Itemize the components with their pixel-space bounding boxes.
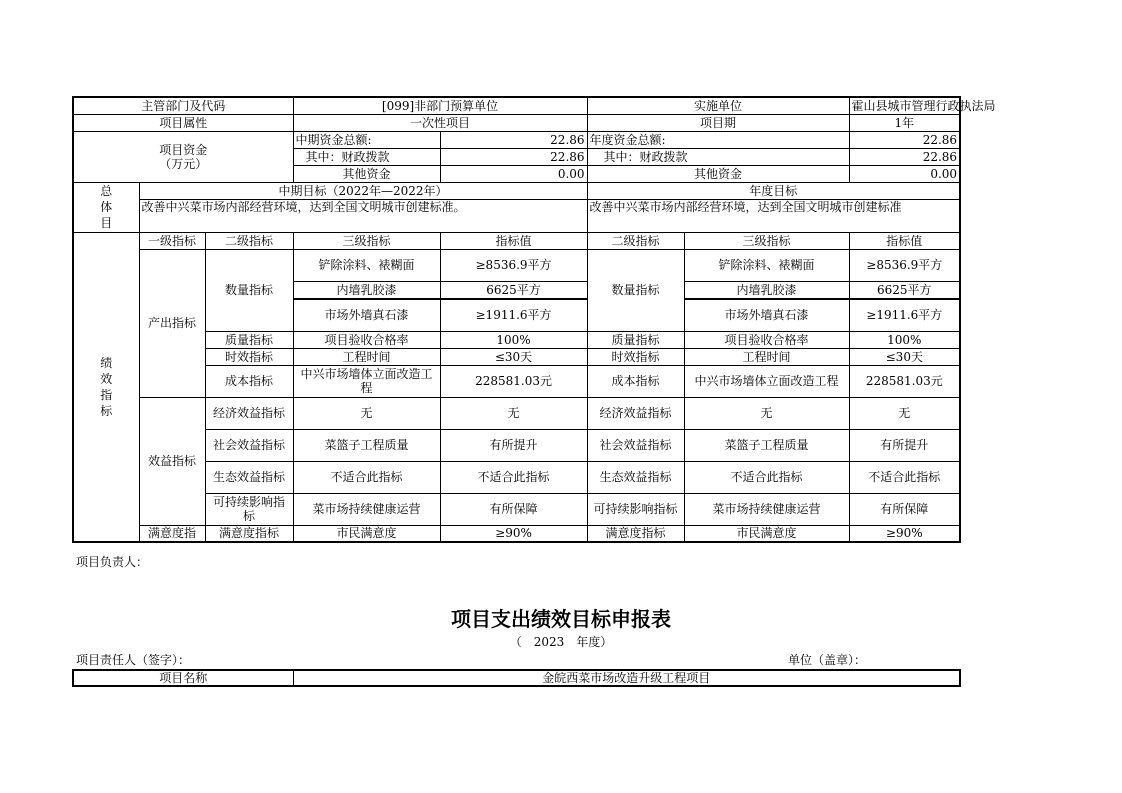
indicators-char-3: 指 bbox=[100, 387, 113, 402]
mid-goal-header: 中期目标（2022年—2022年） bbox=[139, 182, 587, 199]
sustain-value: 有所保障 bbox=[440, 493, 587, 525]
quantity-label: 数量指标 bbox=[205, 249, 293, 331]
dept-label: 主管部门及代码 bbox=[73, 97, 293, 114]
sustain-label-b: 可持续影响指标 bbox=[587, 493, 684, 525]
next-page-year: （ 2023 年度） bbox=[509, 635, 613, 649]
project-name-table bbox=[72, 669, 961, 687]
cost-name: 中兴市场墙体立面改造工程 bbox=[293, 365, 440, 397]
quality-label-b: 质量指标 bbox=[587, 331, 684, 348]
goals-label bbox=[73, 182, 139, 232]
mid-other-value: 0.00 bbox=[440, 165, 587, 182]
mid-fiscal-label: 其中：财政拨款 bbox=[293, 148, 440, 165]
quality-value: 100% bbox=[440, 331, 587, 348]
benefit-label: 效益指标 bbox=[139, 397, 205, 525]
satisfaction-label: 满意度指标 bbox=[205, 525, 293, 542]
cost-label-b: 成本指标 bbox=[587, 365, 684, 397]
year-fiscal-value: 22.86 bbox=[849, 148, 960, 165]
q2-name-b: 内墙乳胶漆 bbox=[684, 281, 849, 299]
year-other-value: 0.00 bbox=[849, 165, 960, 182]
cost-name-b: 中兴市场墙体立面改造工程 bbox=[684, 365, 849, 397]
econ-name: 无 bbox=[293, 397, 440, 429]
year-total-label: 年度资金总额: bbox=[587, 131, 849, 148]
period-label: 项目期 bbox=[587, 114, 849, 131]
goals-char-1: 总 bbox=[100, 184, 113, 198]
header-level2-b: 二级指标 bbox=[587, 232, 684, 249]
funds-label bbox=[73, 131, 293, 182]
q2-value-b: 6625平方 bbox=[849, 281, 960, 299]
econ-value-b: 无 bbox=[849, 397, 960, 429]
q2-name: 内墙乳胶漆 bbox=[293, 281, 440, 299]
header-value: 指标值 bbox=[440, 232, 587, 249]
indicators-char-4: 标 bbox=[100, 403, 113, 418]
sustain-name-b: 菜市场持续健康运营 bbox=[684, 493, 849, 525]
mid-fiscal-value: 22.86 bbox=[440, 148, 587, 165]
sustain-label: 可持续影响指标 bbox=[205, 493, 293, 525]
performance-target-table bbox=[72, 96, 996, 543]
indicators-char-2: 效 bbox=[100, 371, 113, 386]
sustain-name: 菜市场持续健康运营 bbox=[293, 493, 440, 525]
quality-name: 项目验收合格率 bbox=[293, 331, 440, 348]
time-value: ≤30天 bbox=[440, 348, 587, 365]
q2-value: 6625平方 bbox=[440, 281, 587, 299]
q3-value: ≥1911.6平方 bbox=[440, 299, 587, 331]
social-name: 菜篮子工程质量 bbox=[293, 429, 440, 461]
econ-label-b: 经济效益指标 bbox=[587, 397, 684, 429]
satisfaction-label-b: 满意度指标 bbox=[587, 525, 684, 542]
q3-name-b: 市场外墙真石漆 bbox=[684, 299, 849, 331]
goals-char-2: 体 bbox=[100, 200, 113, 214]
quantity-label-b: 数量指标 bbox=[587, 249, 684, 331]
eco-label: 生态效益指标 bbox=[205, 461, 293, 493]
econ-value: 无 bbox=[440, 397, 587, 429]
satisfaction-l1: 满意度指 bbox=[139, 525, 205, 542]
time-value-b: ≤30天 bbox=[849, 348, 960, 365]
cost-value: 228581.03元 bbox=[440, 365, 587, 397]
header-level3: 三级指标 bbox=[293, 232, 440, 249]
q1-name-b: 铲除涂料、裱糊面 bbox=[684, 249, 849, 281]
header-value-b: 指标值 bbox=[849, 232, 960, 249]
eco-label-b: 生态效益指标 bbox=[587, 461, 684, 493]
quality-label: 质量指标 bbox=[205, 331, 293, 348]
time-label-b: 时效指标 bbox=[587, 348, 684, 365]
social-label: 社会效益指标 bbox=[205, 429, 293, 461]
indicators-label bbox=[73, 232, 139, 542]
q1-value-b: ≥8536.9平方 bbox=[849, 249, 960, 281]
q1-name: 铲除涂料、裱糊面 bbox=[293, 249, 440, 281]
funds-label-line1: 项目资金 bbox=[159, 142, 208, 157]
time-name: 工程时间 bbox=[293, 348, 440, 365]
econ-label: 经济效益指标 bbox=[205, 397, 293, 429]
social-value: 有所提升 bbox=[440, 429, 587, 461]
project-leader-label: 项目负责人： bbox=[76, 555, 149, 569]
cost-label: 成本指标 bbox=[205, 365, 293, 397]
mid-other-label: 其他资金 bbox=[293, 165, 440, 182]
header-level3-b: 三级指标 bbox=[684, 232, 849, 249]
responsible-signature-label: 项目责任人（签字）： bbox=[76, 653, 191, 667]
year-total-value: 22.86 bbox=[849, 131, 960, 148]
header-level2: 二级指标 bbox=[205, 232, 293, 249]
social-label-b: 社会效益指标 bbox=[587, 429, 684, 461]
next-page-title: 项目支出绩效目标申报表 bbox=[451, 607, 671, 631]
q3-name: 市场外墙真石漆 bbox=[293, 299, 440, 331]
eco-value-b: 不适合此指标 bbox=[849, 461, 960, 493]
header-level1: 一级指标 bbox=[139, 232, 205, 249]
satisfaction-name-b: 市民满意度 bbox=[684, 525, 849, 542]
project-name-label: 项目名称 bbox=[73, 670, 293, 686]
attr-label: 项目属性 bbox=[73, 114, 293, 131]
indicators-char-1: 绩 bbox=[100, 355, 113, 370]
attr-value: 一次性项目 bbox=[293, 114, 587, 131]
output-label: 产出指标 bbox=[139, 249, 205, 397]
social-value-b: 有所提升 bbox=[849, 429, 960, 461]
econ-name-b: 无 bbox=[684, 397, 849, 429]
mid-goal-text: 改善中兴菜市场内部经营环境，达到全国文明城市创建标准。 bbox=[139, 199, 587, 232]
unit-seal-label: 单位（盖章）： bbox=[788, 653, 867, 667]
period-value: 1年 bbox=[849, 114, 960, 131]
dept-value: [099]非部门预算单位 bbox=[293, 97, 587, 114]
satisfaction-value-b: ≥90% bbox=[849, 525, 960, 542]
mid-total-value: 22.86 bbox=[440, 131, 587, 148]
q1-value: ≥8536.9平方 bbox=[440, 249, 587, 281]
funds-label-line2: （万元） bbox=[159, 156, 208, 171]
eco-value: 不适合此指标 bbox=[440, 461, 587, 493]
cost-value-b: 228581.03元 bbox=[849, 365, 960, 397]
eco-name-b: 不适合此指标 bbox=[684, 461, 849, 493]
satisfaction-name: 市民满意度 bbox=[293, 525, 440, 542]
time-label: 时效指标 bbox=[205, 348, 293, 365]
eco-name: 不适合此指标 bbox=[293, 461, 440, 493]
satisfaction-value: ≥90% bbox=[440, 525, 587, 542]
project-name-value: 金皖西菜市场改造升级工程项目 bbox=[293, 670, 960, 686]
quality-name-b: 项目验收合格率 bbox=[684, 331, 849, 348]
year-goal-header: 年度目标 bbox=[587, 182, 960, 199]
time-name-b: 工程时间 bbox=[684, 348, 849, 365]
social-name-b: 菜篮子工程质量 bbox=[684, 429, 849, 461]
goals-char-3: 目 bbox=[100, 216, 113, 230]
year-goal-text: 改善中兴菜市场内部经营环境，达到全国文明城市创建标准 bbox=[587, 199, 960, 232]
year-fiscal-label: 其中：财政拨款 bbox=[587, 148, 849, 165]
impl-value: 霍山县城市管理行政执法局 bbox=[849, 97, 960, 114]
sustain-value-b: 有所保障 bbox=[849, 493, 960, 525]
quality-value-b: 100% bbox=[849, 331, 960, 348]
mid-total-label: 中期资金总额: bbox=[293, 131, 440, 148]
year-other-label: 其他资金 bbox=[587, 165, 849, 182]
q3-value-b: ≥1911.6平方 bbox=[849, 299, 960, 331]
impl-label: 实施单位 bbox=[587, 97, 849, 114]
